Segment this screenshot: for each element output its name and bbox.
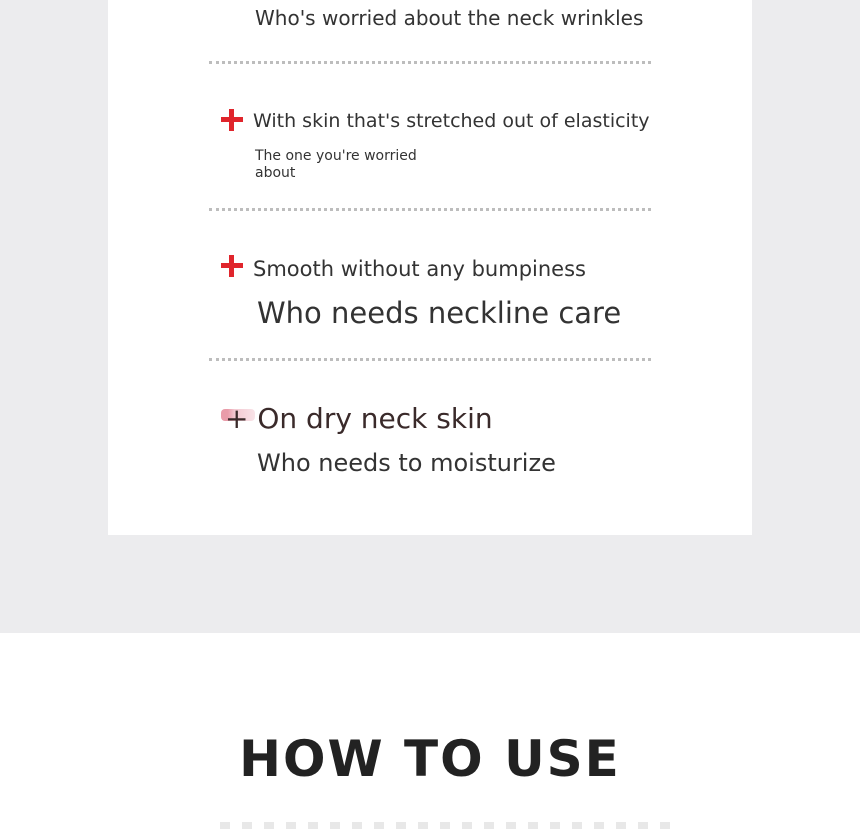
- dotted-divider: [209, 358, 651, 361]
- item-subtext: Who needs to moisturize: [257, 449, 556, 477]
- item-heading: Smooth without any bumpiness: [253, 257, 586, 281]
- red-plus-icon: [221, 255, 243, 277]
- item-subtext: The one you're worried about: [255, 148, 417, 181]
- red-plus-icon: [221, 109, 243, 131]
- how-to-use-title: HOW TO USE: [239, 730, 621, 788]
- item-subtext: Who needs neckline care: [257, 296, 622, 330]
- faint-text-row: [220, 822, 680, 829]
- dotted-divider: [209, 208, 651, 211]
- dotted-divider: [209, 61, 651, 64]
- top-text: Who's worried about the neck wrinkles: [255, 6, 644, 30]
- item-heading: + On dry neck skin: [225, 402, 493, 435]
- target-users-card: [108, 0, 752, 535]
- item-heading: With skin that's stretched out of elasticity: [253, 110, 650, 132]
